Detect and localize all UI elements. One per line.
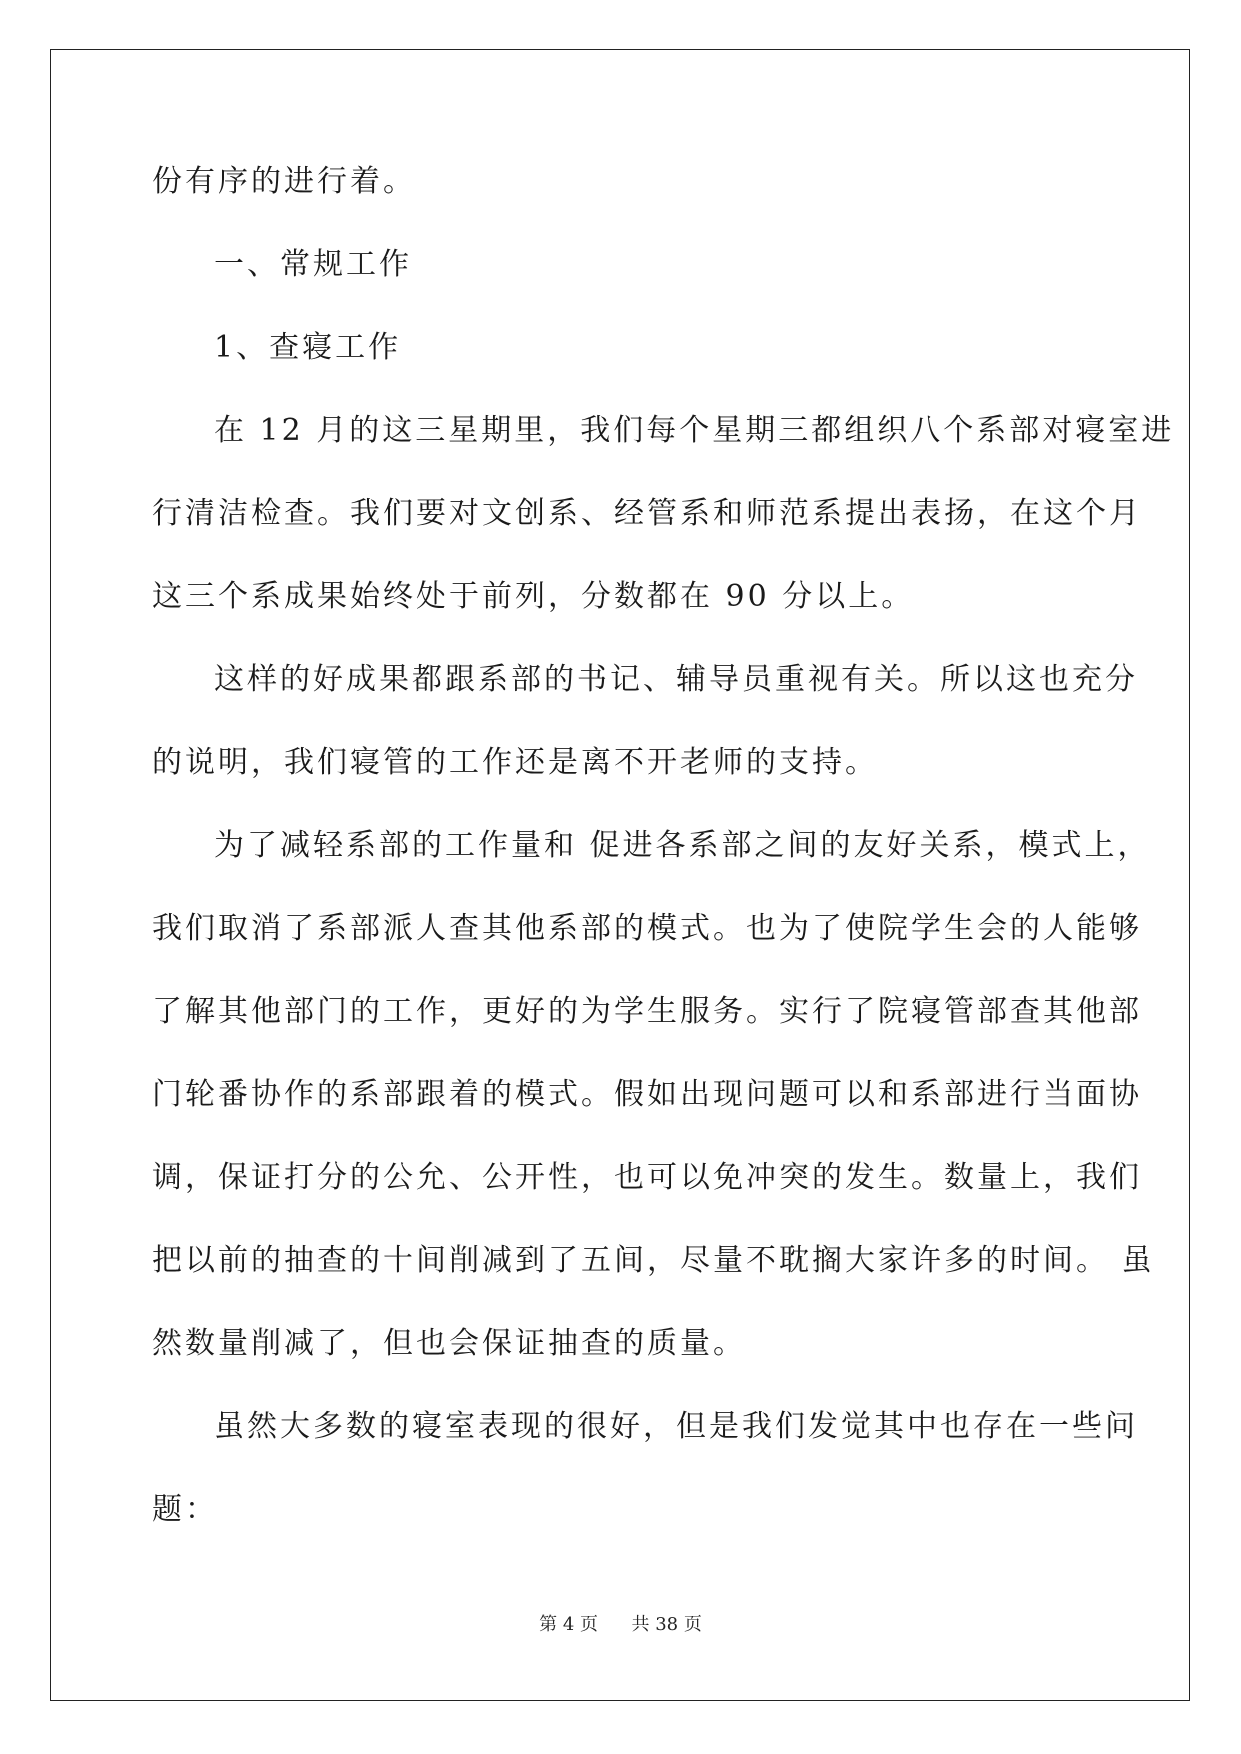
text-line: 了解其他部门的工作，更好的为学生服务。实行了院寝管部查其他部 [152, 994, 1142, 1029]
text-line: 的说明，我们寝管的工作还是离不开老师的支持。 [152, 745, 878, 780]
text-line: 在 12 月的这三星期里，我们每个星期三都组织八个系部对寝室进 [214, 413, 1175, 448]
text-line: 份有序的进行着。 [152, 164, 416, 199]
section-heading: 一、常规工作 [214, 247, 412, 282]
page-footer [0, 1610, 1241, 1636]
text-line: 调，保证打分的公允、公开性，也可以免冲突的发生。数量上，我们 [152, 1160, 1142, 1195]
text-line: 题： [152, 1492, 218, 1527]
document-body [152, 164, 1175, 1575]
text-line: 虽然大多数的寝室表现的很好，但是我们发觉其中也存在一些问 [214, 1409, 1138, 1444]
page-total: 共 38 页 [631, 1614, 702, 1635]
text-line: 把以前的抽查的十间削减到了五间，尽量不耽搁大家许多的时间。 虽 [152, 1243, 1155, 1278]
text-line: 这三个系成果始终处于前列，分数都在 90 分以上。 [152, 579, 915, 614]
page-number: 第 4 页 [539, 1614, 599, 1635]
text-line: 为了减轻系部的工作量和 促进各系部之间的友好关系，模式上， [214, 828, 1151, 863]
text-line: 然数量削减了，但也会保证抽查的质量。 [152, 1326, 746, 1361]
subsection-heading: 1、查寝工作 [214, 330, 402, 365]
text-line: 门轮番协作的系部跟着的模式。假如出现问题可以和系部进行当面协 [152, 1077, 1142, 1112]
text-line: 我们取消了系部派人查其他系部的模式。也为了使院学生会的人能够 [152, 911, 1142, 946]
text-line: 行清洁检查。我们要对文创系、经管系和师范系提出表扬，在这个月 [152, 496, 1142, 531]
text-line: 这样的好成果都跟系部的书记、辅导员重视有关。所以这也充分 [214, 662, 1138, 697]
